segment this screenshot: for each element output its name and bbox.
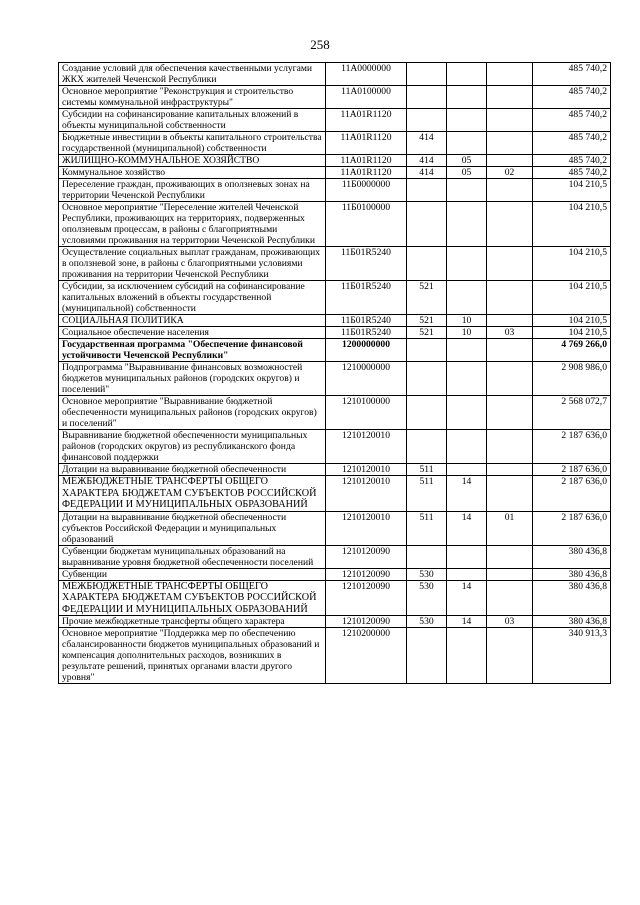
page-number: 258 xyxy=(310,37,330,52)
cell-vr: 530 xyxy=(407,616,447,628)
cell-sum: 4 769 266,0 xyxy=(533,339,611,362)
cell-name: Выравнивание бюджетной обеспеченности муниципальных районов (городских округов) из республиканского фонда финансовой поддержки xyxy=(59,430,326,464)
table-row xyxy=(59,155,611,167)
cell-code: 1210200000 xyxy=(326,628,407,684)
cell-sum: 485 740,2 xyxy=(533,63,611,86)
cell-pr: 02 xyxy=(487,167,533,179)
cell-rz xyxy=(447,247,487,281)
cell-vr: 511 xyxy=(407,464,447,476)
cell-code: 1210120010 xyxy=(326,511,407,545)
cell-pr xyxy=(487,86,533,109)
cell-name: Субсидии на софинансирование капитальных вложений в объекты муниципальной собственности xyxy=(59,109,326,132)
table-row xyxy=(59,315,611,327)
cell-pr xyxy=(487,476,533,512)
cell-name: Субсидии, за исключением субсидий на софинансирование капитальных вложений в объекты государственной (муниципальной) собственности xyxy=(59,281,326,315)
cell-name: Прочие межбюджетные трансферты общего характера xyxy=(59,616,326,628)
cell-vr xyxy=(407,628,447,684)
cell-vr: 521 xyxy=(407,281,447,315)
cell-sum: 2 187 636,0 xyxy=(533,464,611,476)
cell-rz xyxy=(447,545,487,568)
cell-vr xyxy=(407,247,447,281)
cell-rz xyxy=(447,281,487,315)
cell-code: 1210120090 xyxy=(326,545,407,568)
cell-rz: 05 xyxy=(447,167,487,179)
cell-sum: 380 436,8 xyxy=(533,616,611,628)
table-row xyxy=(59,545,611,568)
table-row xyxy=(59,396,611,430)
cell-name: Социальное обеспечение населения xyxy=(59,327,326,339)
cell-name: Основное мероприятие "Выравнивание бюджетной обеспеченности муниципальных районов (городских округов) и поселений" xyxy=(59,396,326,430)
cell-sum: 485 740,2 xyxy=(533,167,611,179)
cell-rz: 14 xyxy=(447,616,487,628)
cell-rz xyxy=(447,179,487,202)
table-row xyxy=(59,464,611,476)
cell-code: 11Б01R5240 xyxy=(326,327,407,339)
cell-vr xyxy=(407,109,447,132)
cell-name: Субвенции xyxy=(59,568,326,580)
cell-pr xyxy=(487,132,533,155)
cell-rz xyxy=(447,396,487,430)
cell-sum: 104 210,5 xyxy=(533,281,611,315)
cell-sum: 2 568 072,7 xyxy=(533,396,611,430)
cell-code: 1210120090 xyxy=(326,568,407,580)
cell-rz: 14 xyxy=(447,580,487,616)
table-row xyxy=(59,132,611,155)
table-row xyxy=(59,339,611,362)
cell-rz xyxy=(447,86,487,109)
cell-name: Дотации на выравнивание бюджетной обеспеченности субъектов Российской Федерации и муниципальных образований xyxy=(59,511,326,545)
table-row xyxy=(59,430,611,464)
cell-name: Создание условий для обеспечения качественными услугами ЖКХ жителей Чеченской Республики xyxy=(59,63,326,86)
cell-sum: 485 740,2 xyxy=(533,86,611,109)
cell-code: 11Б0000000 xyxy=(326,179,407,202)
cell-name: Основное мероприятие "Переселение жителей Чеченской Республики, проживающих на территориях, подверженных оползневым процессам, в районы с благоприятными условиями проживания на территории Чеченской Республики xyxy=(59,202,326,247)
cell-vr xyxy=(407,179,447,202)
cell-code: 11Б0100000 xyxy=(326,202,407,247)
cell-vr: 511 xyxy=(407,476,447,512)
cell-code: 11Б01R5240 xyxy=(326,315,407,327)
budget-table-body xyxy=(59,63,611,684)
cell-name: Государственная программа "Обеспечение финансовой устойчивости Чеченской Республики" xyxy=(59,339,326,362)
table-row xyxy=(59,628,611,684)
cell-name: ЖИЛИЩНО-КОММУНАЛЬНОЕ ХОЗЯЙСТВО xyxy=(59,155,326,167)
cell-name: СОЦИАЛЬНАЯ ПОЛИТИКА xyxy=(59,315,326,327)
cell-sum: 104 210,5 xyxy=(533,315,611,327)
cell-rz xyxy=(447,63,487,86)
cell-vr: 521 xyxy=(407,327,447,339)
budget-table xyxy=(58,62,611,684)
table-row xyxy=(59,511,611,545)
cell-vr xyxy=(407,362,447,396)
cell-vr: 414 xyxy=(407,167,447,179)
cell-rz xyxy=(447,109,487,132)
cell-rz xyxy=(447,628,487,684)
cell-code: 1210120010 xyxy=(326,430,407,464)
cell-name: МЕЖБЮДЖЕТНЫЕ ТРАНСФЕРТЫ ОБЩЕГО ХАРАКТЕРА БЮДЖЕТАМ СУБЪЕКТОВ РОССИЙСКОЙ ФЕДЕРАЦИИ И МУНИЦИПАЛЬНЫХ ОБРАЗОВАНИЙ xyxy=(59,476,326,512)
cell-pr xyxy=(487,545,533,568)
cell-sum: 104 210,5 xyxy=(533,327,611,339)
cell-vr xyxy=(407,86,447,109)
cell-code: 11А0100000 xyxy=(326,86,407,109)
cell-rz: 14 xyxy=(447,476,487,512)
cell-sum: 2 187 636,0 xyxy=(533,430,611,464)
cell-sum: 104 210,5 xyxy=(533,247,611,281)
table-row xyxy=(59,167,611,179)
cell-sum: 340 913,3 xyxy=(533,628,611,684)
cell-rz xyxy=(447,430,487,464)
cell-sum: 2 187 636,0 xyxy=(533,511,611,545)
cell-rz: 10 xyxy=(447,315,487,327)
table-row xyxy=(59,202,611,247)
cell-name: Основное мероприятие "Реконструкция и строительство системы коммунальной инфраструктуры" xyxy=(59,86,326,109)
table-row xyxy=(59,362,611,396)
cell-name: Дотации на выравнивание бюджетной обеспеченности xyxy=(59,464,326,476)
cell-vr xyxy=(407,339,447,362)
cell-code: 1200000000 xyxy=(326,339,407,362)
cell-vr: 414 xyxy=(407,155,447,167)
cell-vr xyxy=(407,396,447,430)
cell-vr: 530 xyxy=(407,568,447,580)
cell-name: Коммунальное хозяйство xyxy=(59,167,326,179)
cell-vr: 521 xyxy=(407,315,447,327)
cell-pr xyxy=(487,430,533,464)
table-row xyxy=(59,179,611,202)
cell-pr xyxy=(487,362,533,396)
cell-rz xyxy=(447,202,487,247)
cell-vr xyxy=(407,63,447,86)
cell-sum: 485 740,2 xyxy=(533,109,611,132)
cell-pr xyxy=(487,202,533,247)
cell-code: 1210100000 xyxy=(326,396,407,430)
cell-sum: 380 436,8 xyxy=(533,580,611,616)
cell-sum: 380 436,8 xyxy=(533,568,611,580)
cell-code: 1210120010 xyxy=(326,476,407,512)
table-row xyxy=(59,109,611,132)
cell-pr xyxy=(487,396,533,430)
cell-sum: 2 187 636,0 xyxy=(533,476,611,512)
cell-name: МЕЖБЮДЖЕТНЫЕ ТРАНСФЕРТЫ ОБЩЕГО ХАРАКТЕРА БЮДЖЕТАМ СУБЪЕКТОВ РОССИЙСКОЙ ФЕДЕРАЦИИ И МУНИЦИПАЛЬНЫХ ОБРАЗОВАНИЙ xyxy=(59,580,326,616)
cell-code: 1210120010 xyxy=(326,464,407,476)
cell-pr xyxy=(487,155,533,167)
cell-vr xyxy=(407,545,447,568)
cell-rz: 10 xyxy=(447,327,487,339)
cell-name: Субвенции бюджетам муниципальных образований на выравнивание уровня бюджетной обеспеченности поселений xyxy=(59,545,326,568)
table-row xyxy=(59,476,611,512)
cell-rz xyxy=(447,568,487,580)
cell-vr: 414 xyxy=(407,132,447,155)
table-row xyxy=(59,616,611,628)
cell-vr xyxy=(407,430,447,464)
cell-vr: 511 xyxy=(407,511,447,545)
table-row xyxy=(59,568,611,580)
cell-code: 1210120090 xyxy=(326,616,407,628)
cell-rz xyxy=(447,132,487,155)
cell-name: Бюджетные инвестиции в объекты капитального строительства государственной (муниципальной) собственности xyxy=(59,132,326,155)
cell-code: 11А01R1120 xyxy=(326,155,407,167)
cell-pr: 03 xyxy=(487,616,533,628)
cell-pr xyxy=(487,464,533,476)
cell-pr xyxy=(487,628,533,684)
cell-sum: 2 908 986,0 xyxy=(533,362,611,396)
cell-name: Переселение граждан, проживающих в оползневых зонах на территории Чеченской Республики xyxy=(59,179,326,202)
cell-code: 1210000000 xyxy=(326,362,407,396)
cell-rz: 14 xyxy=(447,511,487,545)
cell-sum: 485 740,2 xyxy=(533,155,611,167)
table-row xyxy=(59,86,611,109)
cell-code: 11Б01R5240 xyxy=(326,281,407,315)
table-row xyxy=(59,63,611,86)
cell-pr xyxy=(487,580,533,616)
cell-sum: 380 436,8 xyxy=(533,545,611,568)
cell-name: Основное мероприятие "Поддержка мер по обеспечению сбалансированности бюджетов муниципальных образований и компенсация дополнительных расходов, возникших в результате решений, принятых органами власти другого уровня" xyxy=(59,628,326,684)
cell-code: 11А01R1120 xyxy=(326,167,407,179)
cell-rz xyxy=(447,362,487,396)
cell-pr xyxy=(487,179,533,202)
cell-code: 11А0000000 xyxy=(326,63,407,86)
cell-name: Подпрограмма "Выравнивание финансовых возможностей бюджетов муниципальных районов (городских округов) и поселений" xyxy=(59,362,326,396)
table-row xyxy=(59,281,611,315)
cell-pr xyxy=(487,339,533,362)
cell-pr xyxy=(487,109,533,132)
cell-pr xyxy=(487,247,533,281)
cell-vr: 530 xyxy=(407,580,447,616)
cell-code: 1210120090 xyxy=(326,580,407,616)
cell-code: 11Б01R5240 xyxy=(326,247,407,281)
cell-pr xyxy=(487,568,533,580)
table-row xyxy=(59,580,611,616)
cell-pr xyxy=(487,63,533,86)
cell-pr xyxy=(487,281,533,315)
cell-pr: 03 xyxy=(487,327,533,339)
cell-pr: 01 xyxy=(487,511,533,545)
cell-sum: 104 210,5 xyxy=(533,179,611,202)
cell-name: Осуществление социальных выплат гражданам, проживающих в оползневой зоне, в районы с благоприятными условиями проживания на территории Чеченской Республики xyxy=(59,247,326,281)
cell-code: 11А01R1120 xyxy=(326,132,407,155)
cell-rz: 05 xyxy=(447,155,487,167)
cell-rz xyxy=(447,339,487,362)
cell-sum: 485 740,2 xyxy=(533,132,611,155)
cell-rz xyxy=(447,464,487,476)
cell-sum: 104 210,5 xyxy=(533,202,611,247)
cell-vr xyxy=(407,202,447,247)
table-row xyxy=(59,247,611,281)
table-row xyxy=(59,327,611,339)
cell-pr xyxy=(487,315,533,327)
cell-code: 11А01R1120 xyxy=(326,109,407,132)
